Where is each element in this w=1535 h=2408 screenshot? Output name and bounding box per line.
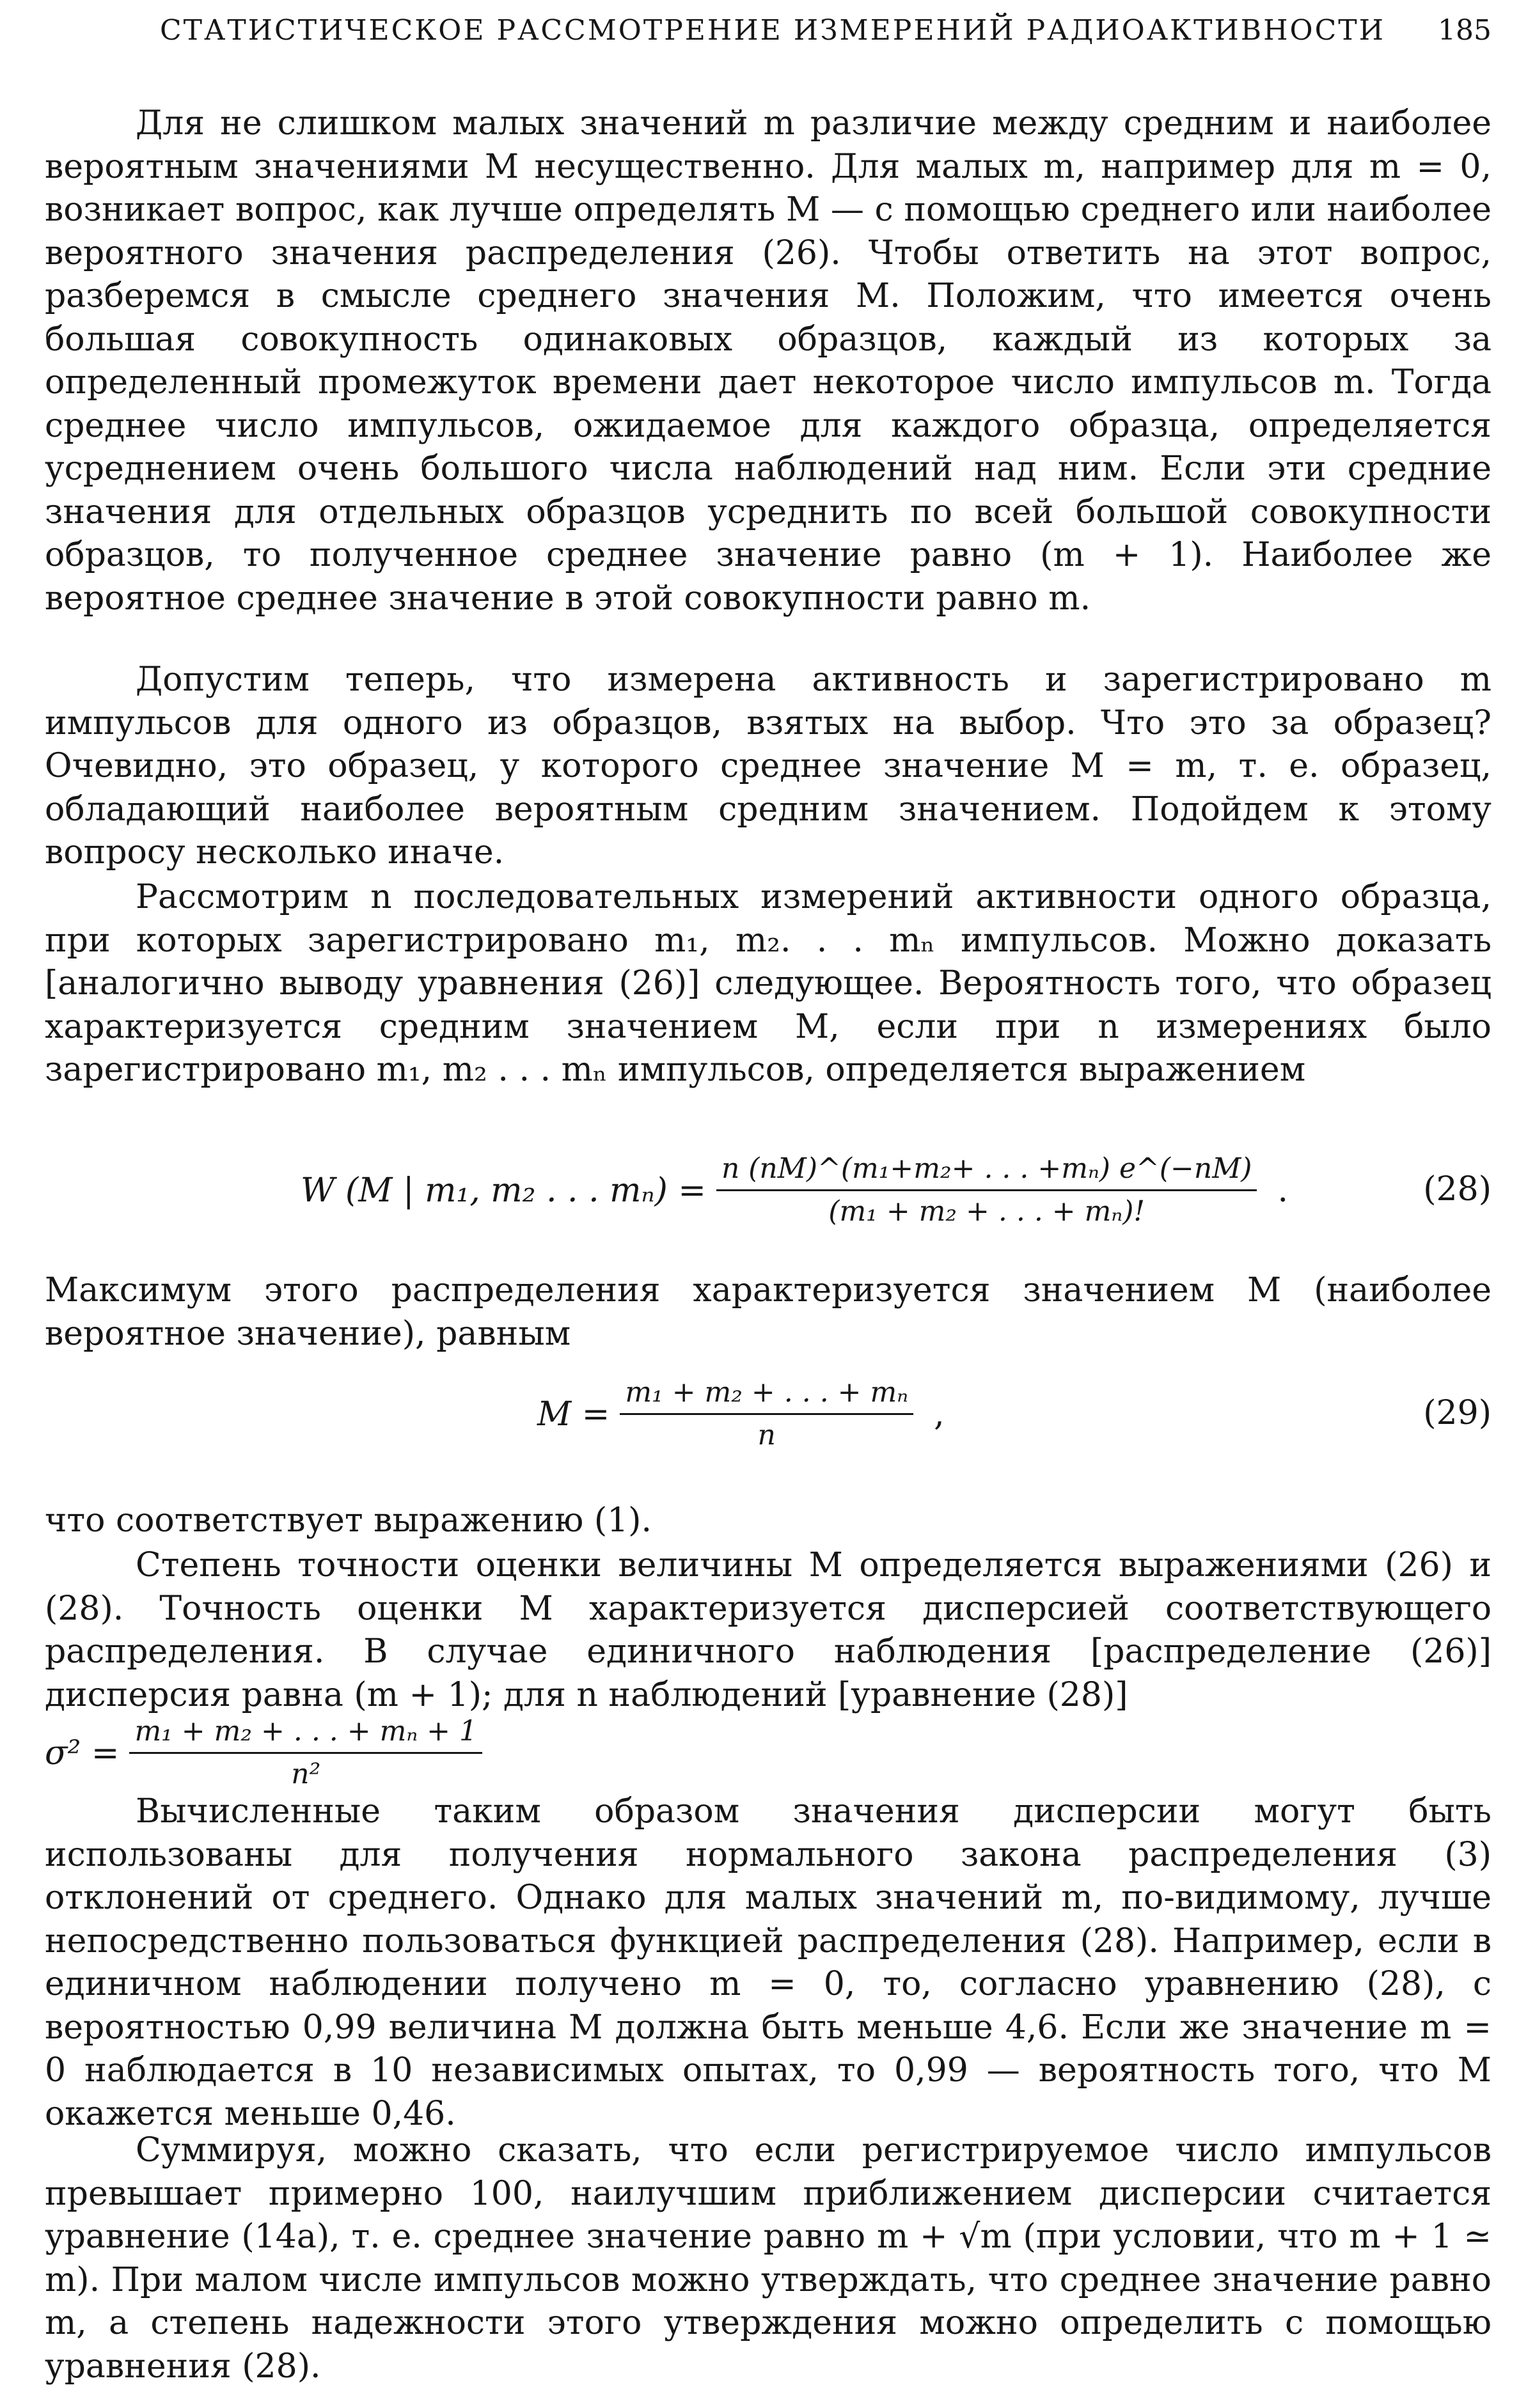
paragraph-2: Допустим теперь, что измерена активность и зарегистрировано m импульсов для одного из образцов, взятых на выбор. Что это за образец? Очевидно, это образец, у которого среднее значение M = m, т. е. образец, обладающий наиболее вероятным средним значением. Подойдем к этому вопросу несколько иначе. [45,661,1492,872]
running-title: СТАТИСТИЧЕСКОЕ РАССМОТРЕНИЕ ИЗМЕРЕНИЙ РАДИОАКТИВНОСТИ [160,14,1385,47]
sigma-lhs: σ² = [45,1733,120,1772]
equation-28-numerator: n (nM)^(m₁+m₂+ . . . +mₙ) e^(−nM) [716,1151,1257,1191]
sigma-fraction [129,1714,482,1792]
paragraph-5: что соответствует выражению (1). [45,1501,652,1540]
equation-28-tail: . [1277,1171,1288,1210]
equation-29-fraction [620,1375,913,1453]
paragraph-1: Для не слишком малых значений m различие между средним и наиболее вероятным значениями M несущественно. Для малых m, например для m = 0, возникает вопрос, как лучше определять M — с помощью среднего или наиболее вероятного значения распределения (26). Чтобы ответить на этот вопрос, разберемся в смысле среднего значения M. Положим, что имеется очень большая совокупность одинаковых образцов, каждый из которых за определенный промежуток времени дает некоторое число импульсов m. Тогда среднее число импульсов, ожидаемое для каждого образца, определяется усреднением очень большого числа наблюдений над ним. Если эти средние значения для отдельных образцов усреднить по всей большой совокупности образцов, то полученное среднее значение равно (m + 1). Наиболее же вероятное среднее значение в этой совокупности равно m. [45,104,1492,618]
equation-28-fraction [716,1151,1257,1230]
sigma-denominator: n² [291,1758,321,1790]
book-page [45,0,1492,2408]
equation-29 [45,1375,1492,1451]
sigma-formula [45,1714,1492,1790]
page-number: 185 [1438,14,1492,47]
paragraph-6: Степень точности оценки величины M определяется выражениями (26) и (28). Точность оценки M характеризуется дисперсией соответствующего распределения. В случае единичного наблюдения [распределение (26)] дисперсия равна (m + 1); для n наблюдений [уравнение (28)] [45,1546,1492,1714]
equation-29-tail: , [934,1395,945,1434]
paragraph-4: Максимум этого распределения характеризуется значением M (наиболее вероятное значение), равным [45,1271,1492,1353]
equation-29-numerator: m₁ + m₂ + . . . + mₙ [620,1375,913,1415]
equation-28-denominator: (m₁ + m₂ + . . . + mₙ)! [828,1195,1145,1228]
equation-28 [45,1151,1492,1228]
equation-29-label: (29) [1423,1394,1492,1432]
paragraph-8: Суммируя, можно сказать, что если регистрируемое число импульсов превышает примерно 100, наилучшим приближением дисперсии считается уравнение (14а), т. е. среднее значение равно m + √m (при условии, что m + 1 ≃ m). При малом числе импульсов можно утверждать, что среднее значение равно m, а степень надежности этого утверждения можно определить с помощью уравнения (28). [45,2131,1492,2386]
paragraph-3: Рассмотрим n последовательных измерений активности одного образца, при которых зарегистрировано m₁, m₂. . . mₙ импульсов. Можно доказать [аналогично выводу уравнения (26)] следующее. Вероятность того, что образец характеризуется средним значением M, если при n измерениях было зарегистрировано m₁, m₂ . . . mₙ импульсов, определяется выражением [45,878,1492,1089]
page-header [45,12,1492,50]
equation-28-label: (28) [1423,1170,1492,1208]
paragraph-7: Вычисленные таким образом значения дисперсии могут быть использованы для получения нормального закона распределения (3) отклонений от среднего. Однако для малых значений m, по-видимому, лучше непосредственно пользоваться функцией распределения (28). Например, если в единичном наблюдении получено m = 0, то, согласно уравнению (28), с вероятностью 0,99 величина M должна быть меньше 4,6. Если же значение m = 0 наблюдается в 10 независимых опытах, то 0,99 — вероятность того, что M окажется меньше 0,46. [45,1792,1492,2133]
equation-29-denominator: n [757,1419,776,1451]
sigma-numerator: m₁ + m₂ + . . . + mₙ + 1 [129,1714,482,1754]
equation-29-lhs: M = [537,1395,610,1434]
equation-28-lhs: W (M | m₁, m₂ . . . mₙ) = [301,1171,706,1210]
